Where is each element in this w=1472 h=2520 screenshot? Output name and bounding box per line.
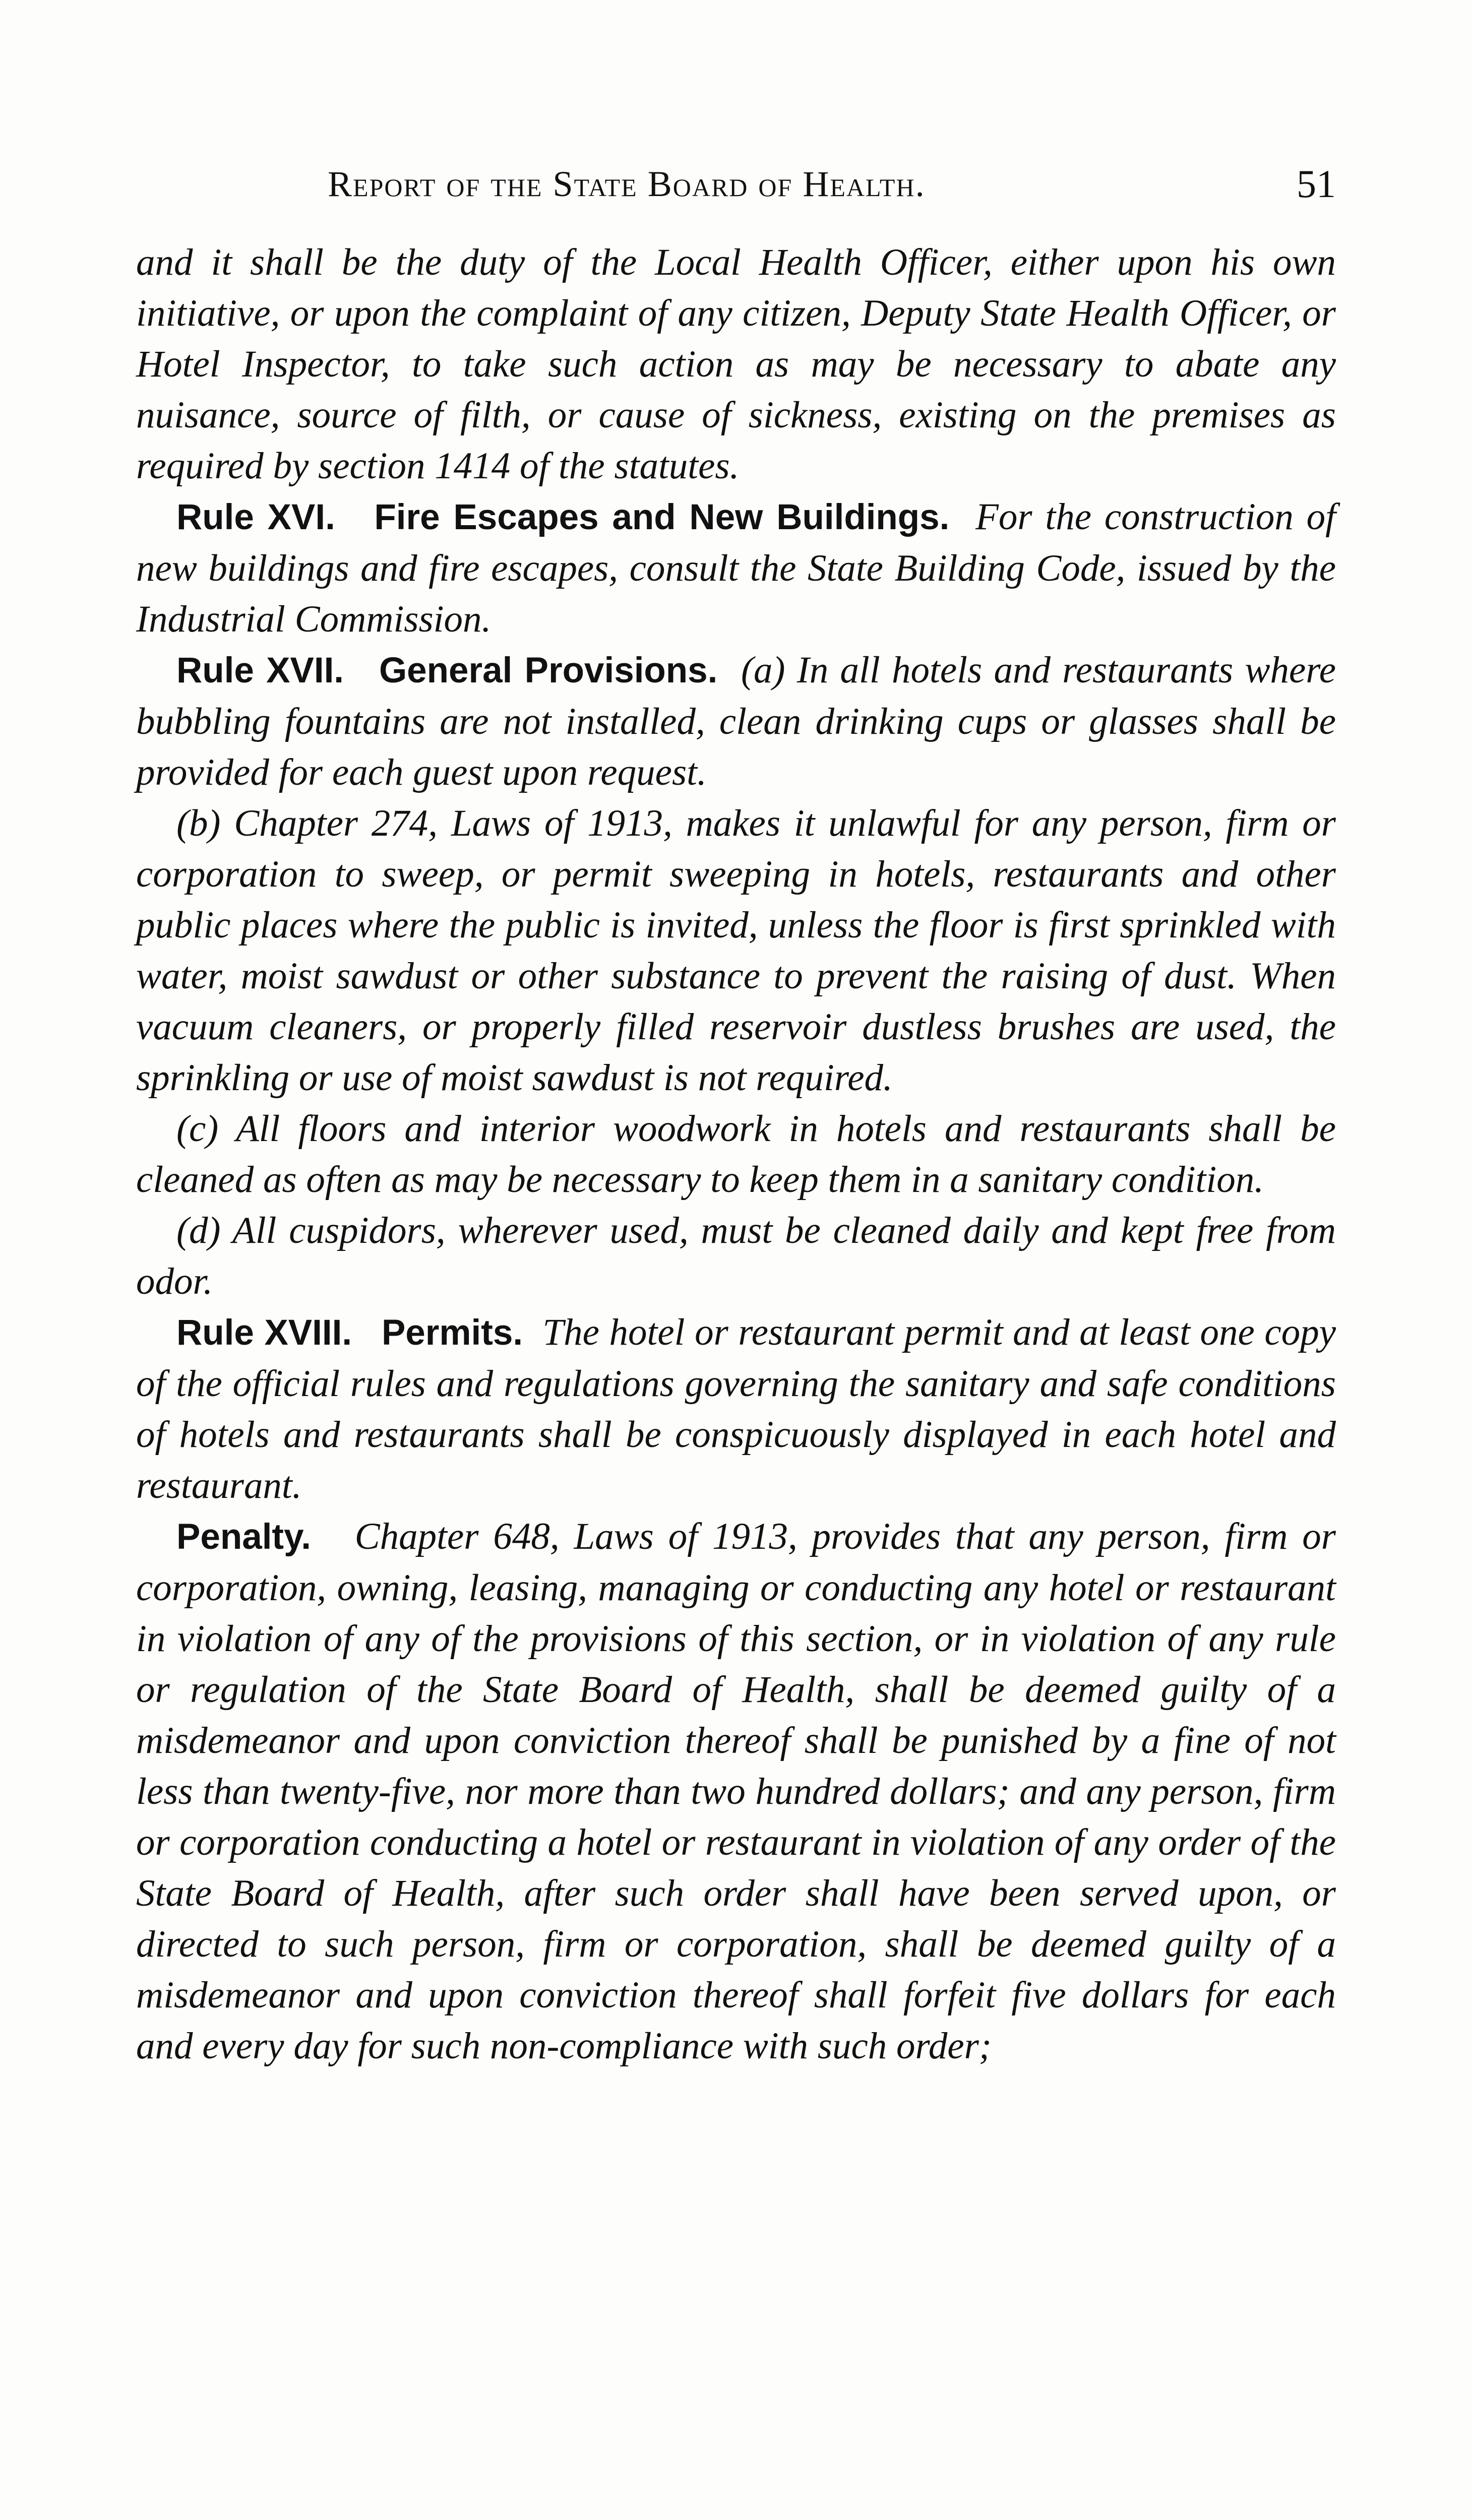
paragraph-text: Chapter 648, Laws of 1913, provides that any person, firm or corporation, owning, leasing, managing or conducting any hotel or restaurant in violation of any of the provisions of this section, or in violation of any rule or regulation of the State Board of Health, shall be deemed guilty of a misdemeanor and upon conviction thereof shall be punished by a fine of not less than twenty-five, nor more than two hundred dollars; and any person, firm or corporation conducting a hotel or restaurant in violation of any order of the State Board of Health, after such order shall have been served upon, or directed to such person, firm or corporation, shall be deemed guilty of a misdemeanor and upon conviction thereof shall forfeit five dollars for each and every day for such non-compliance with such order; [136,1516,1336,2067]
paragraph-text: (a) In all hotels and restaurants where bubbling fountains are not installed, clean drinking cups or glasses shall be provided for each guest upon request. [136,649,1336,793]
paragraph-rule-xvii [136,645,1336,798]
paragraph-text: (b) Chapter 274, Laws of 1913, makes it unlawful for any person, firm or corporation to sweep, or permit sweeping in hotels, restaurants and other public places where the public is invited, unless the floor is first sprinkled with water, moist sawdust or other substance to prevent the raising of dust. When vacuum cleaners, or properly filled reservoir dustless brushes are used, the sprinkling or use of moist sawdust is not required. [136,802,1336,1099]
rule-title: Permits. [381,1313,523,1353]
rule-label: Penalty. [176,1517,312,1557]
page-number: 51 [1297,162,1336,206]
rule-label: Rule XVII. [176,651,344,690]
rule-title: General Provisions. [379,651,718,690]
paragraph-rule-xvi [136,491,1336,645]
paragraph-text: (c) All floors and interior woodwork in hotels and restaurants shall be cleaned as often as may be necessary to keep them in a sanitary condition. [136,1108,1336,1201]
paragraph-penalty [136,1511,1336,2071]
paragraph-text: and it shall be the duty of the Local Health Officer, either upon his own initiative, or upon the complaint of any citizen, Deputy State Health Officer, or Hotel Inspector, to take such action as may be necessary to abate any nuisance, source of filth, or cause of sickness, existing on the premises as required by section 1414 of the statutes. [136,241,1336,487]
paragraph-subsection-d [136,1205,1336,1307]
page-header [136,151,1336,217]
rule-label: Rule XVI. [176,497,335,537]
paragraph-continuation [136,237,1336,491]
paragraph-text: (d) All cuspidors, wherever used, must be cleaned daily and kept free from odor. [136,1210,1336,1302]
running-head: Report of the State Board of Health. [328,164,926,204]
paragraph-text: For the construction of new buildings and fire escapes, consult the State Building Code, issued by the Industrial Commission. [136,496,1336,640]
paragraph-rule-xviii [136,1307,1336,1511]
paragraph-subsection-b [136,798,1336,1103]
rule-label: Rule XVIII. [176,1313,352,1353]
body-text [136,237,1336,2071]
rule-title: Fire Escapes and New Buildings. [374,497,950,537]
paragraph-text: The hotel or restaurant permit and at least one copy of the official rules and regulations governing the sanitary and safe conditions of hotels and restaurants shall be conspicuously displayed in each hotel and restaurant. [136,1311,1336,1506]
paragraph-subsection-c [136,1103,1336,1205]
